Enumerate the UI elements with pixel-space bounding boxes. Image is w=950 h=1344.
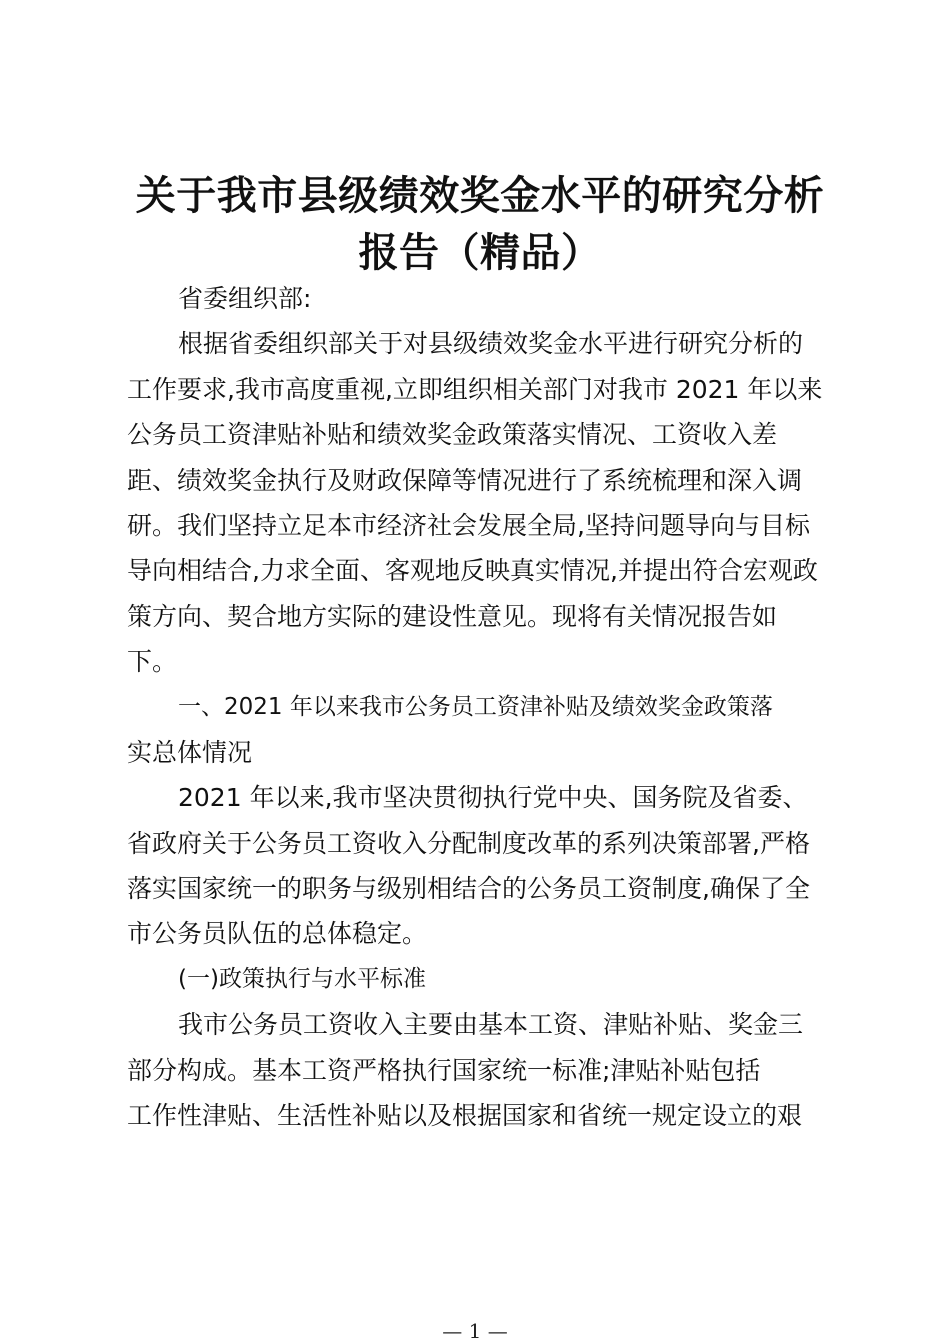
body-text-line: 2021 年以来,我市坚决贯彻执行党中央、国务院及省委、 (178, 783, 808, 813)
body-text-line: 部分构成。基本工资严格执行国家统一标准;津贴补贴包括 (127, 1055, 761, 1085)
body-text-line: 根据省委组织部关于对县级绩效奖金水平进行研究分析的 (178, 329, 804, 359)
body-text-line: 省政府关于公务员工资收入分配制度改革的系列决策部署,严格 (127, 828, 810, 858)
body-text-line: 省委组织部: (178, 284, 312, 313)
body-text-line: 距、绩效奖金执行及财政保障等情况进行了系统梳理和深入调 (127, 465, 803, 495)
document-title (110, 168, 850, 282)
body-text-line: 工作要求,我市高度重视,立即组织相关部门对我市 2021 年以来 (127, 374, 823, 404)
page-number: — 1 — (442, 1319, 508, 1343)
body-text-line: 研。我们坚持立足本市经济社会发展全局,坚持问题导向与目标 (127, 510, 810, 540)
body-text-line: 下。 (127, 647, 178, 677)
body-text-line: 我市公务员工资收入主要由基本工资、津贴补贴、奖金三 (178, 1010, 804, 1040)
title-line-1: 关于我市县级绩效奖金水平的研究分析 (135, 173, 825, 219)
body-text-line: 工作性津贴、生活性补贴以及根据国家和省统一规定设立的艰 (127, 1101, 803, 1131)
body-text-line: 市公务员队伍的总体稳定。 (127, 919, 428, 949)
title-line-2: 报告（精品） (358, 230, 602, 276)
body-text-line: (一)政策执行与水平标准 (178, 965, 426, 992)
body-text-line: 公务员工资津贴补贴和绩效奖金政策落实情况、工资收入差 (127, 420, 778, 450)
body-text-line: 实总体情况 (127, 737, 253, 767)
body-text-line: 策方向、契合地方实际的建设性意见。现将有关情况报告如 (127, 601, 778, 631)
document-body (127, 276, 837, 1138)
body-text-line: 导向相结合,力求全面、客观地反映真实情况,并提出符合宏观政 (127, 556, 818, 586)
body-text-line: 一、2021 年以来我市公务员工资津补贴及绩效奖金政策落 (178, 693, 773, 720)
body-text-line: 落实国家统一的职务与级别相结合的公务员工资制度,确保了全 (127, 874, 810, 904)
